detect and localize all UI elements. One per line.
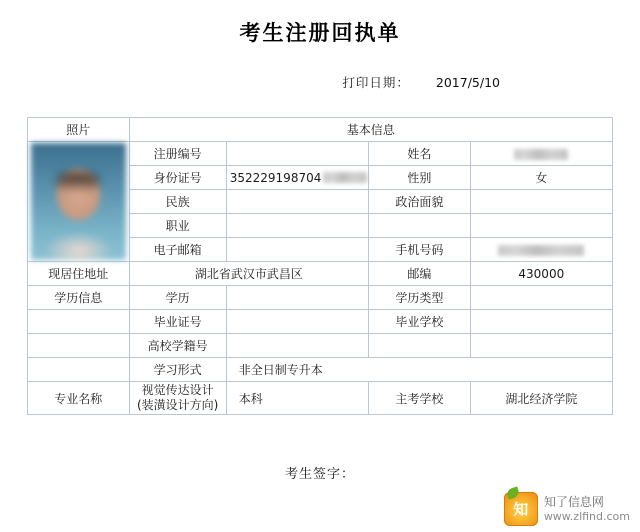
redacted-name bbox=[514, 149, 568, 160]
signature-label: 考生签字： bbox=[284, 467, 355, 482]
applicant-photo bbox=[31, 143, 126, 260]
redacted-id-digits bbox=[323, 172, 367, 183]
spacer-cell-1 bbox=[369, 214, 471, 238]
study-form-spacer bbox=[28, 358, 130, 382]
postcode-label: 邮编 bbox=[369, 262, 471, 286]
major-level-value: 本科 bbox=[226, 382, 368, 415]
edu-info-spacer-1 bbox=[28, 310, 130, 334]
reg-no-value bbox=[226, 142, 368, 166]
site-name: 知了信息网 bbox=[543, 494, 604, 509]
education-label: 学历 bbox=[129, 286, 226, 310]
redacted-mobile bbox=[498, 245, 584, 256]
print-date-label: 打印日期： bbox=[342, 75, 410, 90]
edu-type-label: 学历类型 bbox=[369, 286, 471, 310]
table-row bbox=[28, 382, 613, 415]
email-value bbox=[226, 238, 368, 262]
exam-school-label: 主考学校 bbox=[369, 382, 471, 415]
table-row bbox=[28, 334, 613, 358]
student-no-label: 高校学籍号 bbox=[129, 334, 226, 358]
site-url: www.zlfind.com bbox=[543, 509, 630, 523]
site-logo-icon bbox=[504, 492, 538, 526]
table-row bbox=[28, 118, 613, 142]
spacer-cell-2 bbox=[470, 214, 612, 238]
name-value bbox=[470, 142, 612, 166]
postcode-value: 430000 bbox=[470, 262, 612, 286]
edu-type-value bbox=[470, 286, 612, 310]
gender-label: 性别 bbox=[369, 166, 471, 190]
basic-info-header: 基本信息 bbox=[129, 118, 612, 142]
reg-no-label: 注册编号 bbox=[129, 142, 226, 166]
education-value bbox=[226, 286, 368, 310]
nation-label: 民族 bbox=[129, 190, 226, 214]
politics-value bbox=[470, 190, 612, 214]
address-label: 现居住地址 bbox=[28, 262, 130, 286]
diploma-no-value bbox=[226, 310, 368, 334]
id-card-label: 身份证号 bbox=[129, 166, 226, 190]
page-title: 考生注册回执单 bbox=[239, 21, 401, 45]
exam-school-value: 湖北经济学院 bbox=[470, 382, 612, 415]
gender-value: 女 bbox=[470, 166, 612, 190]
watermark bbox=[504, 492, 630, 526]
edu-info-label: 学历信息 bbox=[28, 286, 130, 310]
address-value: 湖北省武汉市武昌区 bbox=[129, 262, 368, 286]
table-row bbox=[28, 262, 613, 286]
table-row bbox=[28, 358, 613, 382]
table-row bbox=[28, 286, 613, 310]
print-date-value: 2017/5/10 bbox=[435, 75, 500, 90]
photo-cell bbox=[28, 142, 130, 262]
study-form-value: 非全日制专升本 bbox=[226, 358, 612, 382]
major-name-line1: 视觉传达设计 bbox=[141, 383, 214, 397]
major-name-value bbox=[129, 382, 226, 415]
nation-value bbox=[226, 190, 368, 214]
table-row bbox=[28, 310, 613, 334]
grad-school-label: 毕业学校 bbox=[369, 310, 471, 334]
occupation-label: 职业 bbox=[129, 214, 226, 238]
print-date-row bbox=[0, 73, 640, 91]
edu-info-spacer-4 bbox=[470, 334, 612, 358]
grad-school-value bbox=[470, 310, 612, 334]
id-card-value bbox=[226, 166, 368, 190]
registration-table bbox=[27, 117, 613, 415]
site-logo-char: 知 bbox=[513, 500, 529, 519]
mobile-label: 手机号码 bbox=[369, 238, 471, 262]
photo-header: 照片 bbox=[28, 118, 130, 142]
major-name-line2: (装潢设计方向) bbox=[136, 398, 219, 412]
mobile-value bbox=[470, 238, 612, 262]
edu-info-spacer-2 bbox=[28, 334, 130, 358]
name-label: 姓名 bbox=[369, 142, 471, 166]
study-form-label: 学习形式 bbox=[129, 358, 226, 382]
occupation-value bbox=[226, 214, 368, 238]
politics-label: 政治面貌 bbox=[369, 190, 471, 214]
diploma-no-label: 毕业证号 bbox=[129, 310, 226, 334]
table-row bbox=[28, 142, 613, 166]
email-label: 电子邮箱 bbox=[129, 238, 226, 262]
student-no-value bbox=[226, 334, 368, 358]
id-card-visible-digits: 352229198704 bbox=[229, 170, 322, 185]
edu-info-spacer-3 bbox=[369, 334, 471, 358]
major-label: 专业名称 bbox=[28, 382, 130, 415]
